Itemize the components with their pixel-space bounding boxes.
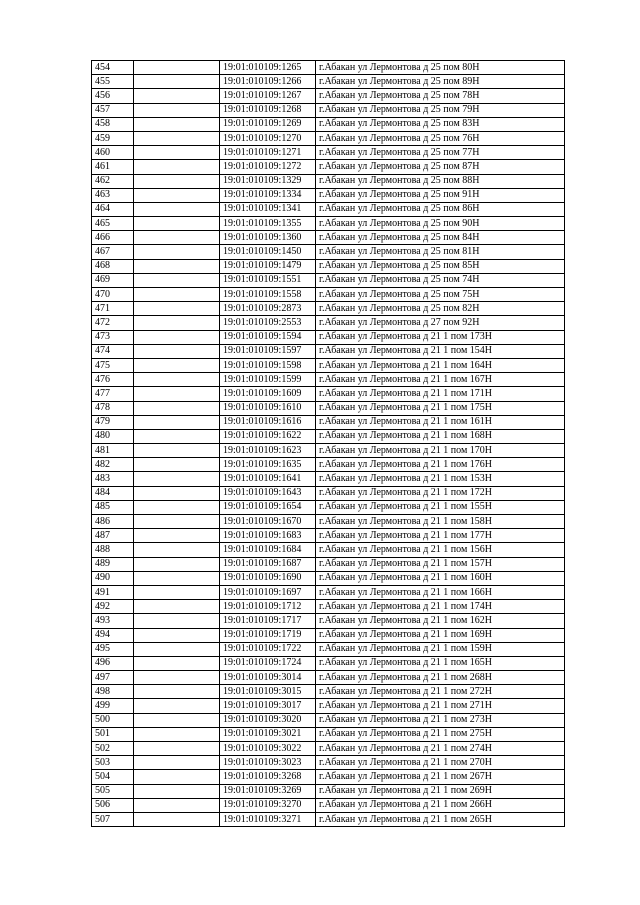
property-address: г.Абакан ул Лермонтова д 21 1 пом 173Н	[316, 330, 565, 344]
property-address: г.Абакан ул Лермонтова д 21 1 пом 266Н	[316, 798, 565, 812]
row-number: 480	[92, 429, 134, 443]
row-empty-cell	[134, 515, 220, 529]
cadastral-number: 19:01:010109:1270	[220, 131, 316, 145]
property-address: г.Абакан ул Лермонтова д 25 пом 83Н	[316, 117, 565, 131]
row-empty-cell	[134, 160, 220, 174]
property-address: г.Абакан ул Лермонтова д 25 пом 77Н	[316, 146, 565, 160]
table-row	[92, 146, 565, 160]
table-row	[92, 188, 565, 202]
row-number: 461	[92, 160, 134, 174]
cadastral-number: 19:01:010109:1360	[220, 231, 316, 245]
property-address: г.Абакан ул Лермонтова д 25 пом 76Н	[316, 131, 565, 145]
table-row	[92, 89, 565, 103]
table-row	[92, 245, 565, 259]
row-number: 495	[92, 642, 134, 656]
property-address: г.Абакан ул Лермонтова д 27 пом 92Н	[316, 316, 565, 330]
row-number: 477	[92, 387, 134, 401]
table-row	[92, 671, 565, 685]
row-number: 486	[92, 515, 134, 529]
table-row	[92, 472, 565, 486]
table-row	[92, 302, 565, 316]
property-address: г.Абакан ул Лермонтова д 21 1 пом 153Н	[316, 472, 565, 486]
property-address: г.Абакан ул Лермонтова д 25 пом 84Н	[316, 231, 565, 245]
cadastral-number: 19:01:010109:3023	[220, 756, 316, 770]
table-row	[92, 401, 565, 415]
property-address: г.Абакан ул Лермонтова д 25 пом 78Н	[316, 89, 565, 103]
row-number: 470	[92, 288, 134, 302]
row-empty-cell	[134, 756, 220, 770]
cadastral-number: 19:01:010109:1722	[220, 642, 316, 656]
table-row	[92, 373, 565, 387]
row-empty-cell	[134, 614, 220, 628]
property-address: г.Абакан ул Лермонтова д 21 1 пом 268Н	[316, 671, 565, 685]
property-address: г.Абакан ул Лермонтова д 21 1 пом 170Н	[316, 444, 565, 458]
property-address: г.Абакан ул Лермонтова д 21 1 пом 270Н	[316, 756, 565, 770]
row-empty-cell	[134, 288, 220, 302]
row-empty-cell	[134, 742, 220, 756]
row-number: 498	[92, 685, 134, 699]
cadastral-number: 19:01:010109:1719	[220, 628, 316, 642]
table-row	[92, 61, 565, 75]
property-address: г.Абакан ул Лермонтова д 25 пом 89Н	[316, 75, 565, 89]
row-number: 501	[92, 727, 134, 741]
table-row	[92, 160, 565, 174]
table-row	[92, 585, 565, 599]
row-empty-cell	[134, 245, 220, 259]
property-address: г.Абакан ул Лермонтова д 21 1 пом 162Н	[316, 614, 565, 628]
cadastral-number: 19:01:010109:1712	[220, 600, 316, 614]
row-empty-cell	[134, 415, 220, 429]
property-address: г.Абакан ул Лермонтова д 21 1 пом 165Н	[316, 656, 565, 670]
cadastral-number: 19:01:010109:1329	[220, 174, 316, 188]
property-address: г.Абакан ул Лермонтова д 25 пом 87Н	[316, 160, 565, 174]
row-empty-cell	[134, 458, 220, 472]
table-row	[92, 529, 565, 543]
property-address: г.Абакан ул Лермонтова д 25 пом 79Н	[316, 103, 565, 117]
row-empty-cell	[134, 117, 220, 131]
property-address: г.Абакан ул Лермонтова д 21 1 пом 157Н	[316, 557, 565, 571]
row-empty-cell	[134, 656, 220, 670]
table-row	[92, 330, 565, 344]
row-number: 458	[92, 117, 134, 131]
row-number: 499	[92, 699, 134, 713]
table-row	[92, 812, 565, 826]
row-number: 464	[92, 202, 134, 216]
table-row	[92, 699, 565, 713]
row-empty-cell	[134, 812, 220, 826]
row-empty-cell	[134, 131, 220, 145]
table-row	[92, 202, 565, 216]
property-address: г.Абакан ул Лермонтова д 25 пом 91Н	[316, 188, 565, 202]
table-row	[92, 500, 565, 514]
row-empty-cell	[134, 330, 220, 344]
property-address: г.Абакан ул Лермонтова д 21 1 пом 273Н	[316, 713, 565, 727]
cadastral-number: 19:01:010109:3017	[220, 699, 316, 713]
row-number: 462	[92, 174, 134, 188]
row-empty-cell	[134, 273, 220, 287]
cadastral-number: 19:01:010109:1690	[220, 571, 316, 585]
row-number: 473	[92, 330, 134, 344]
row-empty-cell	[134, 89, 220, 103]
row-number: 488	[92, 543, 134, 557]
row-empty-cell	[134, 188, 220, 202]
row-number: 459	[92, 131, 134, 145]
cadastral-number: 19:01:010109:1269	[220, 117, 316, 131]
cadastral-number: 19:01:010109:1717	[220, 614, 316, 628]
cadastral-number: 19:01:010109:1616	[220, 415, 316, 429]
row-number: 454	[92, 61, 134, 75]
property-address: г.Абакан ул Лермонтова д 21 1 пом 154Н	[316, 344, 565, 358]
row-empty-cell	[134, 628, 220, 642]
property-address: г.Абакан ул Лермонтова д 21 1 пом 169Н	[316, 628, 565, 642]
table-row	[92, 756, 565, 770]
table-row	[92, 628, 565, 642]
row-empty-cell	[134, 699, 220, 713]
row-number: 484	[92, 486, 134, 500]
property-address: г.Абакан ул Лермонтова д 25 пом 75Н	[316, 288, 565, 302]
cadastral-number: 19:01:010109:1450	[220, 245, 316, 259]
property-address: г.Абакан ул Лермонтова д 21 1 пом 175Н	[316, 401, 565, 415]
row-number: 460	[92, 146, 134, 160]
cadastral-number: 19:01:010109:1610	[220, 401, 316, 415]
property-address: г.Абакан ул Лермонтова д 21 1 пом 269Н	[316, 784, 565, 798]
row-number: 502	[92, 742, 134, 756]
row-number: 472	[92, 316, 134, 330]
property-address: г.Абакан ул Лермонтова д 21 1 пом 164Н	[316, 358, 565, 372]
table-row	[92, 770, 565, 784]
row-number: 475	[92, 358, 134, 372]
cadastral-number: 19:01:010109:1654	[220, 500, 316, 514]
row-number: 497	[92, 671, 134, 685]
row-number: 503	[92, 756, 134, 770]
row-empty-cell	[134, 373, 220, 387]
row-empty-cell	[134, 557, 220, 571]
cadastral-number: 19:01:010109:1697	[220, 585, 316, 599]
table-row	[92, 543, 565, 557]
property-address: г.Абакан ул Лермонтова д 25 пом 81Н	[316, 245, 565, 259]
table-row	[92, 458, 565, 472]
property-address: г.Абакан ул Лермонтова д 21 1 пом 176Н	[316, 458, 565, 472]
row-empty-cell	[134, 444, 220, 458]
cadastral-number: 19:01:010109:1597	[220, 344, 316, 358]
table-row	[92, 415, 565, 429]
table-row	[92, 742, 565, 756]
row-number: 489	[92, 557, 134, 571]
row-number: 467	[92, 245, 134, 259]
table-row	[92, 486, 565, 500]
cadastral-number: 19:01:010109:3022	[220, 742, 316, 756]
row-empty-cell	[134, 529, 220, 543]
cadastral-number: 19:01:010109:3014	[220, 671, 316, 685]
cadastral-number: 19:01:010109:3270	[220, 798, 316, 812]
property-address: г.Абакан ул Лермонтова д 21 1 пом 171Н	[316, 387, 565, 401]
row-empty-cell	[134, 671, 220, 685]
cadastral-number: 19:01:010109:1265	[220, 61, 316, 75]
table-row	[92, 614, 565, 628]
cadastral-number: 19:01:010109:1609	[220, 387, 316, 401]
row-number: 474	[92, 344, 134, 358]
table-row	[92, 571, 565, 585]
row-number: 468	[92, 259, 134, 273]
property-address: г.Абакан ул Лермонтова д 21 1 пом 168Н	[316, 429, 565, 443]
cadastral-number: 19:01:010109:1622	[220, 429, 316, 443]
row-number: 487	[92, 529, 134, 543]
cadastral-number: 19:01:010109:1271	[220, 146, 316, 160]
registry-table-body	[92, 61, 565, 827]
cadastral-number: 19:01:010109:1594	[220, 330, 316, 344]
row-empty-cell	[134, 302, 220, 316]
table-row	[92, 713, 565, 727]
cadastral-number: 19:01:010109:1479	[220, 259, 316, 273]
table-row	[92, 117, 565, 131]
row-number: 479	[92, 415, 134, 429]
row-empty-cell	[134, 585, 220, 599]
row-number: 455	[92, 75, 134, 89]
property-address: г.Абакан ул Лермонтова д 21 1 пом 271Н	[316, 699, 565, 713]
property-address: г.Абакан ул Лермонтова д 21 1 пом 174Н	[316, 600, 565, 614]
row-empty-cell	[134, 727, 220, 741]
row-empty-cell	[134, 784, 220, 798]
property-address: г.Абакан ул Лермонтова д 25 пом 86Н	[316, 202, 565, 216]
row-empty-cell	[134, 543, 220, 557]
table-row	[92, 429, 565, 443]
row-empty-cell	[134, 486, 220, 500]
table-row	[92, 231, 565, 245]
row-number: 481	[92, 444, 134, 458]
table-row	[92, 344, 565, 358]
row-empty-cell	[134, 61, 220, 75]
row-empty-cell	[134, 358, 220, 372]
table-row	[92, 784, 565, 798]
cadastral-number: 19:01:010109:3020	[220, 713, 316, 727]
row-number: 471	[92, 302, 134, 316]
cadastral-number: 19:01:010109:1643	[220, 486, 316, 500]
property-address: г.Абакан ул Лермонтова д 25 пом 82Н	[316, 302, 565, 316]
cadastral-number: 19:01:010109:1724	[220, 656, 316, 670]
cadastral-number: 19:01:010109:1268	[220, 103, 316, 117]
row-number: 492	[92, 600, 134, 614]
property-address: г.Абакан ул Лермонтова д 21 1 пом 166Н	[316, 585, 565, 599]
row-empty-cell	[134, 500, 220, 514]
table-row	[92, 131, 565, 145]
row-number: 483	[92, 472, 134, 486]
cadastral-number: 19:01:010109:1558	[220, 288, 316, 302]
cadastral-number: 19:01:010109:1683	[220, 529, 316, 543]
property-address: г.Абакан ул Лермонтова д 21 1 пом 155Н	[316, 500, 565, 514]
table-row	[92, 259, 565, 273]
row-number: 469	[92, 273, 134, 287]
row-number: 507	[92, 812, 134, 826]
cadastral-number: 19:01:010109:3015	[220, 685, 316, 699]
table-row	[92, 600, 565, 614]
cadastral-number: 19:01:010109:1670	[220, 515, 316, 529]
table-row	[92, 103, 565, 117]
row-empty-cell	[134, 642, 220, 656]
cadastral-number: 19:01:010109:1623	[220, 444, 316, 458]
property-address: г.Абакан ул Лермонтова д 25 пом 88Н	[316, 174, 565, 188]
property-address: г.Абакан ул Лермонтова д 21 1 пом 275Н	[316, 727, 565, 741]
row-empty-cell	[134, 316, 220, 330]
property-address: г.Абакан ул Лермонтова д 21 1 пом 159Н	[316, 642, 565, 656]
row-number: 504	[92, 770, 134, 784]
property-address: г.Абакан ул Лермонтова д 21 1 пом 156Н	[316, 543, 565, 557]
cadastral-number: 19:01:010109:2873	[220, 302, 316, 316]
cadastral-number: 19:01:010109:1687	[220, 557, 316, 571]
table-row	[92, 727, 565, 741]
table-row	[92, 273, 565, 287]
property-address: г.Абакан ул Лермонтова д 21 1 пом 272Н	[316, 685, 565, 699]
row-number: 494	[92, 628, 134, 642]
row-number: 493	[92, 614, 134, 628]
table-row	[92, 316, 565, 330]
cadastral-number: 19:01:010109:3271	[220, 812, 316, 826]
property-address: г.Абакан ул Лермонтова д 21 1 пом 172Н	[316, 486, 565, 500]
property-address: г.Абакан ул Лермонтова д 21 1 пом 267Н	[316, 770, 565, 784]
row-number: 457	[92, 103, 134, 117]
property-address: г.Абакан ул Лермонтова д 25 пом 85Н	[316, 259, 565, 273]
cadastral-number: 19:01:010109:1684	[220, 543, 316, 557]
row-empty-cell	[134, 429, 220, 443]
row-empty-cell	[134, 770, 220, 784]
cadastral-number: 19:01:010109:1635	[220, 458, 316, 472]
table-row	[92, 75, 565, 89]
property-address: г.Абакан ул Лермонтова д 21 1 пом 274Н	[316, 742, 565, 756]
row-empty-cell	[134, 174, 220, 188]
property-address: г.Абакан ул Лермонтова д 21 1 пом 177Н	[316, 529, 565, 543]
row-number: 478	[92, 401, 134, 415]
table-row	[92, 174, 565, 188]
cadastral-number: 19:01:010109:1334	[220, 188, 316, 202]
row-number: 466	[92, 231, 134, 245]
row-number: 485	[92, 500, 134, 514]
cadastral-number: 19:01:010109:1599	[220, 373, 316, 387]
row-empty-cell	[134, 798, 220, 812]
cadastral-number: 19:01:010109:3021	[220, 727, 316, 741]
row-empty-cell	[134, 387, 220, 401]
cadastral-number: 19:01:010109:1272	[220, 160, 316, 174]
property-address: г.Абакан ул Лермонтова д 21 1 пом 158Н	[316, 515, 565, 529]
row-empty-cell	[134, 600, 220, 614]
cadastral-number: 19:01:010109:1355	[220, 217, 316, 231]
cadastral-number: 19:01:010109:3269	[220, 784, 316, 798]
cadastral-number: 19:01:010109:1551	[220, 273, 316, 287]
table-row	[92, 798, 565, 812]
row-empty-cell	[134, 103, 220, 117]
table-row	[92, 656, 565, 670]
row-empty-cell	[134, 401, 220, 415]
table-row	[92, 387, 565, 401]
row-empty-cell	[134, 472, 220, 486]
row-number: 456	[92, 89, 134, 103]
table-row	[92, 288, 565, 302]
table-row	[92, 217, 565, 231]
row-number: 490	[92, 571, 134, 585]
row-empty-cell	[134, 231, 220, 245]
table-row	[92, 444, 565, 458]
property-address: г.Абакан ул Лермонтова д 25 пом 90Н	[316, 217, 565, 231]
row-number: 505	[92, 784, 134, 798]
cadastral-number: 19:01:010109:1641	[220, 472, 316, 486]
property-address: г.Абакан ул Лермонтова д 25 пом 80Н	[316, 61, 565, 75]
row-empty-cell	[134, 685, 220, 699]
row-empty-cell	[134, 202, 220, 216]
registry-table	[91, 60, 565, 827]
table-row	[92, 685, 565, 699]
cadastral-number: 19:01:010109:3268	[220, 770, 316, 784]
property-address: г.Абакан ул Лермонтова д 21 1 пом 265Н	[316, 812, 565, 826]
row-number: 500	[92, 713, 134, 727]
table-row	[92, 358, 565, 372]
cadastral-number: 19:01:010109:2553	[220, 316, 316, 330]
property-address: г.Абакан ул Лермонтова д 21 1 пом 167Н	[316, 373, 565, 387]
row-empty-cell	[134, 217, 220, 231]
table-row	[92, 642, 565, 656]
row-empty-cell	[134, 571, 220, 585]
row-empty-cell	[134, 344, 220, 358]
row-number: 496	[92, 656, 134, 670]
row-number: 476	[92, 373, 134, 387]
table-row	[92, 515, 565, 529]
row-number: 491	[92, 585, 134, 599]
table-row	[92, 557, 565, 571]
row-empty-cell	[134, 75, 220, 89]
row-number: 482	[92, 458, 134, 472]
row-number: 465	[92, 217, 134, 231]
property-address: г.Абакан ул Лермонтова д 25 пом 74Н	[316, 273, 565, 287]
row-empty-cell	[134, 259, 220, 273]
cadastral-number: 19:01:010109:1341	[220, 202, 316, 216]
row-empty-cell	[134, 713, 220, 727]
cadastral-number: 19:01:010109:1267	[220, 89, 316, 103]
row-number: 463	[92, 188, 134, 202]
row-empty-cell	[134, 146, 220, 160]
cadastral-number: 19:01:010109:1598	[220, 358, 316, 372]
property-address: г.Абакан ул Лермонтова д 21 1 пом 160Н	[316, 571, 565, 585]
property-address: г.Абакан ул Лермонтова д 21 1 пом 161Н	[316, 415, 565, 429]
row-number: 506	[92, 798, 134, 812]
cadastral-number: 19:01:010109:1266	[220, 75, 316, 89]
